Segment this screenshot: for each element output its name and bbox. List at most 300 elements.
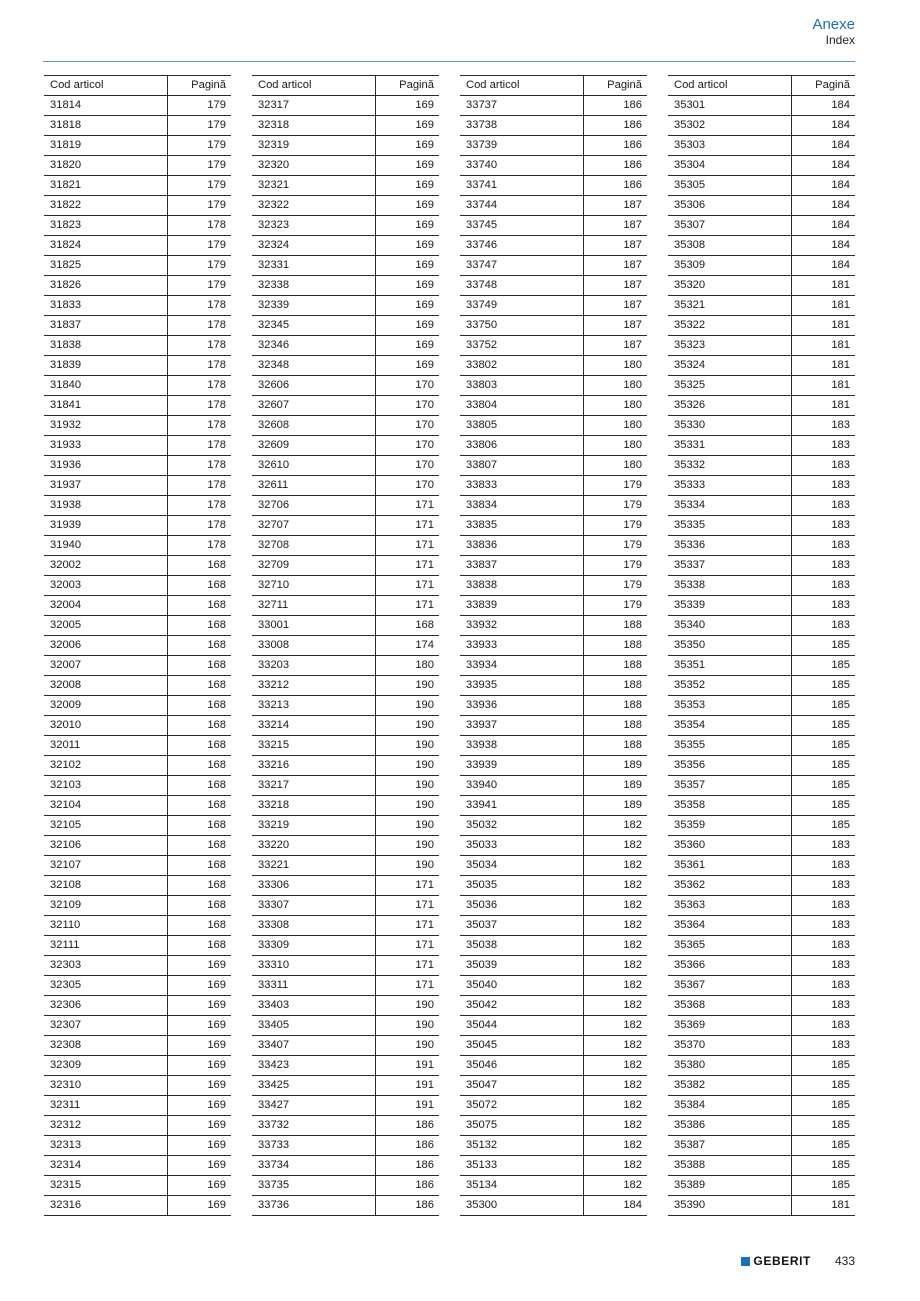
- table-row: [44, 836, 231, 856]
- table-row: [668, 716, 855, 736]
- table-row: [44, 96, 231, 116]
- page-ref: 179: [584, 576, 648, 596]
- table-row: [252, 696, 439, 716]
- table-row: [668, 416, 855, 436]
- article-code: 35040: [460, 976, 584, 996]
- page-ref: 179: [168, 136, 232, 156]
- table-row: [44, 116, 231, 136]
- page-ref: 187: [584, 336, 648, 356]
- page-ref: 185: [792, 1136, 856, 1156]
- article-code: 31825: [44, 256, 168, 276]
- table-row: [44, 1016, 231, 1036]
- article-code: 35132: [460, 1136, 584, 1156]
- article-code: 33938: [460, 736, 584, 756]
- section-title: Anexe: [812, 16, 855, 33]
- table-row: [44, 256, 231, 276]
- table-row: [668, 776, 855, 796]
- article-code: 35357: [668, 776, 792, 796]
- page-ref: 182: [584, 1176, 648, 1196]
- page-footer: [741, 1254, 855, 1268]
- article-code: 32311: [44, 1096, 168, 1116]
- article-code: 33744: [460, 196, 584, 216]
- page-ref: 168: [168, 836, 232, 856]
- page-ref: 179: [168, 116, 232, 136]
- article-code: 32105: [44, 816, 168, 836]
- page-ref: 186: [376, 1136, 440, 1156]
- page-ref: 188: [584, 716, 648, 736]
- page-ref: 186: [376, 1196, 440, 1216]
- article-code: 35037: [460, 916, 584, 936]
- table-row: [252, 596, 439, 616]
- page-ref: 190: [376, 996, 440, 1016]
- article-code: 32339: [252, 296, 376, 316]
- table-row: [668, 756, 855, 776]
- article-code: 31841: [44, 396, 168, 416]
- page-ref: 179: [584, 596, 648, 616]
- page-ref: 169: [376, 256, 440, 276]
- page-ref: 186: [376, 1156, 440, 1176]
- article-code: 32102: [44, 756, 168, 776]
- page-ref: 186: [584, 116, 648, 136]
- article-code: 35380: [668, 1056, 792, 1076]
- table-row: [460, 1176, 647, 1196]
- article-code: 35034: [460, 856, 584, 876]
- table-row: [252, 676, 439, 696]
- table-row: [252, 96, 439, 116]
- table-row: [668, 196, 855, 216]
- header-divider: [43, 61, 855, 62]
- table-row: [668, 336, 855, 356]
- article-code: 33748: [460, 276, 584, 296]
- table-row: [44, 896, 231, 916]
- page-ref: 183: [792, 1036, 856, 1056]
- article-code: 31937: [44, 476, 168, 496]
- table-row: [252, 1196, 439, 1216]
- table-row: [252, 796, 439, 816]
- article-code: 35388: [668, 1156, 792, 1176]
- table-row: [44, 756, 231, 776]
- table-row: [460, 516, 647, 536]
- page-ref: 180: [584, 456, 648, 476]
- table-row: [668, 536, 855, 556]
- article-code: 31820: [44, 156, 168, 176]
- page-ref: 171: [376, 596, 440, 616]
- page-ref: 182: [584, 916, 648, 936]
- table-row: [44, 576, 231, 596]
- table-row: [252, 256, 439, 276]
- table-row: [668, 1156, 855, 1176]
- article-code: 31823: [44, 216, 168, 236]
- article-code: 32007: [44, 656, 168, 676]
- page-ref: 183: [792, 576, 856, 596]
- table-row: [668, 856, 855, 876]
- page-ref: 180: [584, 376, 648, 396]
- page-ref: 184: [792, 116, 856, 136]
- article-code: 35363: [668, 896, 792, 916]
- table-row: [460, 576, 647, 596]
- article-code: 33221: [252, 856, 376, 876]
- table-row: [668, 1096, 855, 1116]
- page-ref: 183: [792, 436, 856, 456]
- table-row: [44, 1136, 231, 1156]
- table-row: [252, 436, 439, 456]
- article-code: 35045: [460, 1036, 584, 1056]
- page-ref: 178: [168, 496, 232, 516]
- table-row: [252, 276, 439, 296]
- page-ref: 183: [792, 616, 856, 636]
- table-row: [460, 1136, 647, 1156]
- article-code: 32104: [44, 796, 168, 816]
- page-ref: 168: [168, 856, 232, 876]
- page-ref: 182: [584, 956, 648, 976]
- article-code: 33405: [252, 1016, 376, 1036]
- table-row: [252, 476, 439, 496]
- table-row: [44, 996, 231, 1016]
- article-code: 35308: [668, 236, 792, 256]
- table-row: [668, 1016, 855, 1036]
- page-ref: 187: [584, 276, 648, 296]
- page-ref: 183: [792, 536, 856, 556]
- table-row: [44, 556, 231, 576]
- page-ref: 169: [168, 1176, 232, 1196]
- page-ref: 168: [376, 616, 440, 636]
- page-ref: 183: [792, 936, 856, 956]
- page-ref: 178: [168, 516, 232, 536]
- column-header-code: Cod articol: [668, 76, 792, 96]
- page-ref: 182: [584, 1096, 648, 1116]
- page-ref: 180: [376, 656, 440, 676]
- table-row: [44, 296, 231, 316]
- page-ref: 183: [792, 556, 856, 576]
- table-row: [252, 996, 439, 1016]
- article-code: 33837: [460, 556, 584, 576]
- article-code: 32011: [44, 736, 168, 756]
- index-table-1: [44, 75, 231, 1216]
- table-row: [252, 1116, 439, 1136]
- article-code: 32306: [44, 996, 168, 1016]
- article-code: 32346: [252, 336, 376, 356]
- article-code: 33836: [460, 536, 584, 556]
- article-code: 35300: [460, 1196, 584, 1216]
- table-row: [460, 756, 647, 776]
- article-code: 32609: [252, 436, 376, 456]
- page-ref: 185: [792, 776, 856, 796]
- article-code: 35326: [668, 396, 792, 416]
- column-header-code: Cod articol: [460, 76, 584, 96]
- page-ref: 183: [792, 476, 856, 496]
- table-row: [668, 1036, 855, 1056]
- article-code: 35332: [668, 456, 792, 476]
- article-code: 35039: [460, 956, 584, 976]
- article-code: 35361: [668, 856, 792, 876]
- article-code: 33939: [460, 756, 584, 776]
- page-ref: 190: [376, 1016, 440, 1036]
- article-code: 33838: [460, 576, 584, 596]
- page-ref: 188: [584, 736, 648, 756]
- page-ref: 181: [792, 1196, 856, 1216]
- page-ref: 183: [792, 416, 856, 436]
- page-ref: 186: [584, 176, 648, 196]
- article-code: 33219: [252, 816, 376, 836]
- page-ref: 168: [168, 716, 232, 736]
- table-row: [44, 796, 231, 816]
- table-row: [460, 956, 647, 976]
- article-code: 33740: [460, 156, 584, 176]
- table-row: [44, 376, 231, 396]
- article-code: 35324: [668, 356, 792, 376]
- page-ref: 189: [584, 796, 648, 816]
- page-ref: 169: [168, 1136, 232, 1156]
- article-code: 35036: [460, 896, 584, 916]
- article-code: 33212: [252, 676, 376, 696]
- table-row: [460, 456, 647, 476]
- article-code: 32315: [44, 1176, 168, 1196]
- article-code: 33941: [460, 796, 584, 816]
- article-code: 32009: [44, 696, 168, 716]
- article-code: 35340: [668, 616, 792, 636]
- article-code: 33310: [252, 956, 376, 976]
- page-ref: 171: [376, 576, 440, 596]
- table-row: [460, 116, 647, 136]
- page-ref: 179: [584, 516, 648, 536]
- page-ref: 168: [168, 576, 232, 596]
- page-ref: 168: [168, 556, 232, 576]
- page-ref: 185: [792, 656, 856, 676]
- page-ref: 191: [376, 1076, 440, 1096]
- column-header-page: Pagină: [376, 76, 440, 96]
- article-code: 32321: [252, 176, 376, 196]
- page-ref: 190: [376, 756, 440, 776]
- table-row: [460, 676, 647, 696]
- table-row: [460, 216, 647, 236]
- table-row: [668, 636, 855, 656]
- article-code: 32305: [44, 976, 168, 996]
- table-row: [44, 536, 231, 556]
- table-row: [252, 216, 439, 236]
- table-row: [668, 456, 855, 476]
- page-ref: 171: [376, 516, 440, 536]
- article-code: 31819: [44, 136, 168, 156]
- table-row: [460, 1036, 647, 1056]
- page-ref: 190: [376, 816, 440, 836]
- article-code: 35338: [668, 576, 792, 596]
- article-code: 31826: [44, 276, 168, 296]
- article-code: 31824: [44, 236, 168, 256]
- table-row: [252, 776, 439, 796]
- page-ref: 171: [376, 916, 440, 936]
- table-row: [44, 236, 231, 256]
- table-row: [460, 616, 647, 636]
- table-row: [252, 1076, 439, 1096]
- page-ref: 179: [584, 476, 648, 496]
- page-ref: 181: [792, 376, 856, 396]
- article-code: 33934: [460, 656, 584, 676]
- page-ref: 182: [584, 976, 648, 996]
- page-ref: 170: [376, 476, 440, 496]
- table-row: [460, 96, 647, 116]
- article-code: 32303: [44, 956, 168, 976]
- table-row: [44, 156, 231, 176]
- page-ref: 169: [168, 1196, 232, 1216]
- table-row: [252, 336, 439, 356]
- article-code: 33732: [252, 1116, 376, 1136]
- index-table-2: [252, 75, 439, 1216]
- table-row: [460, 176, 647, 196]
- page-ref: 181: [792, 296, 856, 316]
- article-code: 33737: [460, 96, 584, 116]
- table-header-row: [252, 76, 439, 96]
- table-row: [44, 196, 231, 216]
- table-row: [252, 896, 439, 916]
- article-code: 32611: [252, 476, 376, 496]
- table-row: [460, 856, 647, 876]
- article-code: 35032: [460, 816, 584, 836]
- article-code: 31822: [44, 196, 168, 216]
- page-ref: 182: [584, 876, 648, 896]
- table-row: [460, 596, 647, 616]
- page-ref: 168: [168, 756, 232, 776]
- article-code: 31939: [44, 516, 168, 536]
- page-ref: 182: [584, 836, 648, 856]
- table-row: [460, 1016, 647, 1036]
- page-ref: 171: [376, 496, 440, 516]
- article-code: 35047: [460, 1076, 584, 1096]
- article-code: 35333: [668, 476, 792, 496]
- page-ref: 188: [584, 656, 648, 676]
- page-ref: 190: [376, 776, 440, 796]
- page-ref: 183: [792, 856, 856, 876]
- page-ref: 182: [584, 1076, 648, 1096]
- page-ref: 188: [584, 696, 648, 716]
- article-code: 33739: [460, 136, 584, 156]
- table-row: [44, 696, 231, 716]
- table-row: [460, 556, 647, 576]
- article-code: 35339: [668, 596, 792, 616]
- article-code: 32010: [44, 716, 168, 736]
- page-ref: 169: [376, 176, 440, 196]
- table-row: [460, 656, 647, 676]
- article-code: 32111: [44, 936, 168, 956]
- article-code: 32109: [44, 896, 168, 916]
- article-code: 33309: [252, 936, 376, 956]
- page-ref: 178: [168, 536, 232, 556]
- article-code: 32610: [252, 456, 376, 476]
- page-ref: 190: [376, 856, 440, 876]
- table-row: [252, 536, 439, 556]
- page-ref: 183: [792, 1016, 856, 1036]
- article-code: 32608: [252, 416, 376, 436]
- table-row: [44, 436, 231, 456]
- page-ref: 168: [168, 816, 232, 836]
- article-code: 35352: [668, 676, 792, 696]
- page-ref: 185: [792, 796, 856, 816]
- table-row: [668, 676, 855, 696]
- table-row: [668, 136, 855, 156]
- table-row: [252, 756, 439, 776]
- page-ref: 185: [792, 1116, 856, 1136]
- article-code: 33806: [460, 436, 584, 456]
- table-row: [460, 136, 647, 156]
- page-number: 433: [834, 1254, 855, 1268]
- page-ref: 171: [376, 976, 440, 996]
- page-ref: 184: [584, 1196, 648, 1216]
- table-row: [252, 556, 439, 576]
- page-ref: 180: [584, 436, 648, 456]
- article-code: 35035: [460, 876, 584, 896]
- article-code: 35358: [668, 796, 792, 816]
- article-code: 33203: [252, 656, 376, 676]
- page-ref: 186: [584, 96, 648, 116]
- brand-name: GEBERIT: [753, 1254, 811, 1268]
- table-row: [668, 96, 855, 116]
- article-code: 31818: [44, 116, 168, 136]
- article-code: 32316: [44, 1196, 168, 1216]
- table-row: [460, 1056, 647, 1076]
- article-code: 35386: [668, 1116, 792, 1136]
- table-row: [44, 716, 231, 736]
- table-row: [252, 456, 439, 476]
- article-code: 35307: [668, 216, 792, 236]
- page-ref: 184: [792, 236, 856, 256]
- page-ref: 184: [792, 216, 856, 236]
- page-ref: 182: [584, 1116, 648, 1136]
- page-ref: 188: [584, 676, 648, 696]
- page-ref: 168: [168, 936, 232, 956]
- table-row: [668, 596, 855, 616]
- page-ref: 169: [376, 96, 440, 116]
- page-ref: 185: [792, 1056, 856, 1076]
- page-ref: 181: [792, 276, 856, 296]
- page-ref: 169: [168, 976, 232, 996]
- table-row: [668, 1056, 855, 1076]
- table-row: [252, 876, 439, 896]
- page-ref: 179: [168, 156, 232, 176]
- article-code: 33750: [460, 316, 584, 336]
- page-ref: 188: [584, 616, 648, 636]
- page-ref: 182: [584, 996, 648, 1016]
- table-row: [460, 156, 647, 176]
- page-ref: 184: [792, 256, 856, 276]
- table-row: [44, 396, 231, 416]
- article-code: 33746: [460, 236, 584, 256]
- article-code: 33803: [460, 376, 584, 396]
- article-code: 33807: [460, 456, 584, 476]
- table-row: [252, 1036, 439, 1056]
- page-ref: 178: [168, 396, 232, 416]
- article-code: 33937: [460, 716, 584, 736]
- table-row: [668, 236, 855, 256]
- brand-logo: [741, 1254, 811, 1268]
- table-row: [460, 896, 647, 916]
- page-ref: 187: [584, 296, 648, 316]
- page-ref: 178: [168, 436, 232, 456]
- page-ref: 170: [376, 436, 440, 456]
- page-ref: 185: [792, 736, 856, 756]
- article-code: 32006: [44, 636, 168, 656]
- table-row: [252, 856, 439, 876]
- page-ref: 179: [584, 496, 648, 516]
- page-ref: 178: [168, 296, 232, 316]
- article-code: 35353: [668, 696, 792, 716]
- page-ref: 169: [168, 956, 232, 976]
- page-ref: 190: [376, 716, 440, 736]
- table-row: [460, 816, 647, 836]
- article-code: 32004: [44, 596, 168, 616]
- article-code: 31833: [44, 296, 168, 316]
- article-code: 33802: [460, 356, 584, 376]
- article-code: 31940: [44, 536, 168, 556]
- article-code: 35365: [668, 936, 792, 956]
